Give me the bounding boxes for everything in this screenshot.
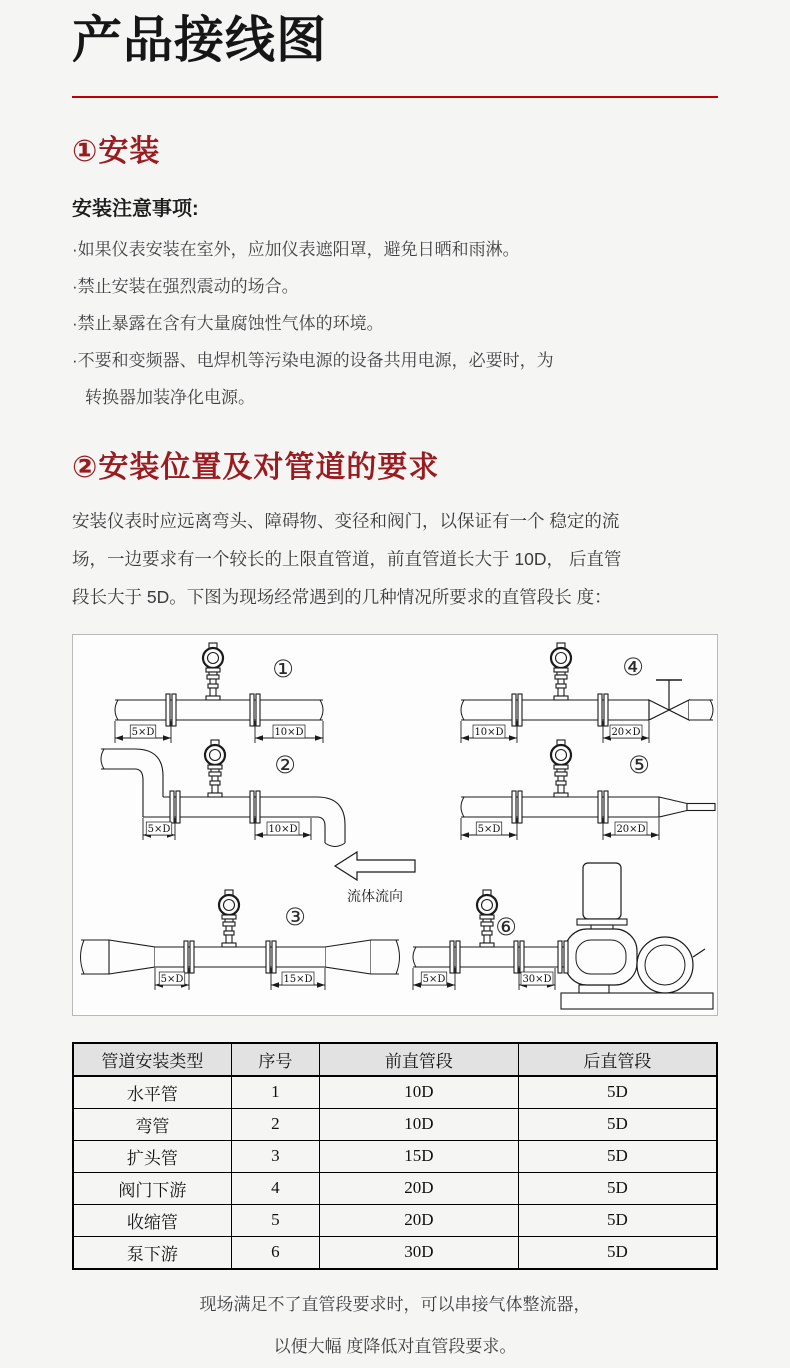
table-head bbox=[73, 1043, 717, 1076]
table-row bbox=[73, 1140, 717, 1172]
table-cell: 5D bbox=[518, 1140, 717, 1172]
table-cell: 5 bbox=[231, 1204, 319, 1236]
scenario-number: ① bbox=[272, 654, 294, 683]
table-body bbox=[73, 1076, 717, 1269]
dimension-label: 5×D bbox=[477, 823, 501, 835]
dimension-label: 5×D bbox=[422, 973, 446, 985]
flowmeter-icon bbox=[477, 890, 497, 947]
table-cell: 30D bbox=[320, 1236, 519, 1269]
section-install bbox=[72, 134, 718, 416]
install-note-line: ·禁止安装在强烈震动的场合。 bbox=[72, 276, 299, 296]
dimension bbox=[461, 818, 517, 840]
table-cell: 阀门下游 bbox=[73, 1172, 231, 1204]
dimension bbox=[255, 818, 311, 840]
diagram-scenario-elbow bbox=[101, 740, 345, 847]
dimension bbox=[603, 721, 649, 743]
table-cell: 1 bbox=[231, 1076, 319, 1109]
flow-direction bbox=[335, 852, 415, 905]
dimension-label: 10×D bbox=[474, 726, 504, 738]
dimension-label: 15×D bbox=[283, 973, 313, 985]
footer-note-line: 现场满足不了直管段要求时，可以串接气体整流器， bbox=[199, 1294, 591, 1314]
dimension-label: 10×D bbox=[274, 726, 304, 738]
position-paragraph-line: 场，一边要求有一个较长的上限直管道，前直管道长大于 10D， 后直管 bbox=[72, 548, 622, 569]
valve-icon bbox=[649, 680, 689, 720]
table-cell: 20D bbox=[320, 1204, 519, 1236]
table-row bbox=[73, 1108, 717, 1140]
table-cell: 6 bbox=[231, 1236, 319, 1269]
pipe-installation-diagram bbox=[72, 634, 718, 1016]
section-position bbox=[72, 450, 718, 616]
position-paragraph-line: 安装仪表时应远离弯头、障碍物、变径和阀门，以保证有一个 稳定的流 bbox=[72, 510, 620, 531]
scenario-number: ④ bbox=[622, 652, 644, 681]
table-row bbox=[73, 1204, 717, 1236]
dimension bbox=[603, 818, 659, 840]
scenario-number: ⑥ bbox=[495, 912, 517, 941]
table-cell: 扩头管 bbox=[73, 1140, 231, 1172]
flowmeter-icon bbox=[203, 643, 223, 700]
table-cell: 5D bbox=[518, 1076, 717, 1109]
position-paragraph-line: 段长大于 5D。下图为现场经常遇到的几种情况所要求的直管段长 度： bbox=[72, 586, 612, 607]
dimension-label: 5×D bbox=[160, 973, 184, 985]
flowmeter-icon bbox=[551, 643, 571, 700]
table-header-row bbox=[73, 1043, 717, 1076]
section-position-number: ② bbox=[72, 450, 99, 484]
flow-direction-label: 流体流向 bbox=[347, 888, 403, 905]
install-note-line: ·如果仪表安装在室外，应加仪表遮阳罩，避免日晒和雨淋。 bbox=[72, 239, 520, 259]
dimension-label: 20×D bbox=[616, 823, 646, 835]
table-header-cell: 后直管段 bbox=[518, 1043, 717, 1076]
install-note-line: ·不要和变频器、电焊机等污染电源的设备共用电源，必要时，为 bbox=[72, 350, 554, 370]
table-row bbox=[73, 1172, 717, 1204]
footer-note bbox=[72, 1284, 718, 1368]
dimension bbox=[255, 721, 323, 743]
table-header-cell: 序号 bbox=[231, 1043, 319, 1076]
dimension-label: 5×D bbox=[131, 726, 155, 738]
scenario-number: ⑤ bbox=[628, 750, 650, 779]
position-paragraph bbox=[72, 502, 718, 616]
diagram-scenario-pump bbox=[413, 863, 713, 1009]
table-cell: 20D bbox=[320, 1172, 519, 1204]
diagram-scenario-straight bbox=[115, 643, 323, 743]
section-install-title: 安装 bbox=[98, 134, 161, 168]
table-cell: 10D bbox=[320, 1108, 519, 1140]
dimension bbox=[413, 968, 455, 990]
pipe-diagram-svg bbox=[73, 635, 717, 1015]
table-cell: 10D bbox=[320, 1076, 519, 1109]
table-cell: 5D bbox=[518, 1108, 717, 1140]
table-header-cell: 管道安装类型 bbox=[73, 1043, 231, 1076]
pump-icon bbox=[561, 863, 713, 1009]
flowmeter-icon bbox=[205, 740, 225, 797]
flowmeter-icon bbox=[551, 740, 571, 797]
table-cell: 5D bbox=[518, 1204, 717, 1236]
dimension-label: 30×D bbox=[522, 973, 552, 985]
diagram-scenario-valve bbox=[461, 643, 713, 743]
flowmeter-icon bbox=[219, 890, 239, 947]
scenario-number: ③ bbox=[284, 902, 306, 931]
section-position-title: 安装位置及对管道的要求 bbox=[98, 450, 440, 484]
title-underline bbox=[72, 96, 718, 98]
scenario-number: ② bbox=[274, 750, 296, 779]
table-cell: 5D bbox=[518, 1172, 717, 1204]
flow-arrow-icon bbox=[335, 852, 415, 880]
dimension bbox=[115, 721, 171, 743]
table-row bbox=[73, 1236, 717, 1269]
section-install-number: ① bbox=[72, 134, 99, 168]
section-position-heading bbox=[72, 450, 718, 486]
dimension-label: 10×D bbox=[268, 823, 298, 835]
table-cell: 收缩管 bbox=[73, 1204, 231, 1236]
page-title: 产品接线图 bbox=[72, 12, 327, 68]
dimension bbox=[461, 721, 517, 743]
diagram-scenario-expander bbox=[81, 890, 400, 990]
table-cell: 5D bbox=[518, 1236, 717, 1269]
table-cell: 3 bbox=[231, 1140, 319, 1172]
section-install-heading bbox=[72, 134, 718, 170]
dimension bbox=[271, 968, 325, 990]
dimension-label: 5×D bbox=[147, 823, 171, 835]
footer-note-line: 以便大幅 度降低对直管段要求。 bbox=[273, 1336, 517, 1356]
table-cell: 2 bbox=[231, 1108, 319, 1140]
dimension-label: 20×D bbox=[611, 726, 641, 738]
install-note-line: ·禁止暴露在含有大量腐蚀性气体的环境。 bbox=[72, 313, 384, 333]
table-cell: 4 bbox=[231, 1172, 319, 1204]
install-notes-title: 安装注意事项: bbox=[72, 197, 199, 220]
table-cell: 泵下游 bbox=[73, 1236, 231, 1269]
table-cell: 水平管 bbox=[73, 1076, 231, 1109]
diagram-scenario-reducer bbox=[461, 740, 715, 840]
install-note-line: 转换器加装净化电源。 bbox=[85, 387, 255, 407]
table-cell: 弯管 bbox=[73, 1108, 231, 1140]
table-header-cell: 前直管段 bbox=[320, 1043, 519, 1076]
table-cell: 15D bbox=[320, 1140, 519, 1172]
table-row bbox=[73, 1076, 717, 1109]
install-notes-list bbox=[72, 231, 718, 416]
straight-pipe-requirements-table bbox=[72, 1042, 718, 1270]
